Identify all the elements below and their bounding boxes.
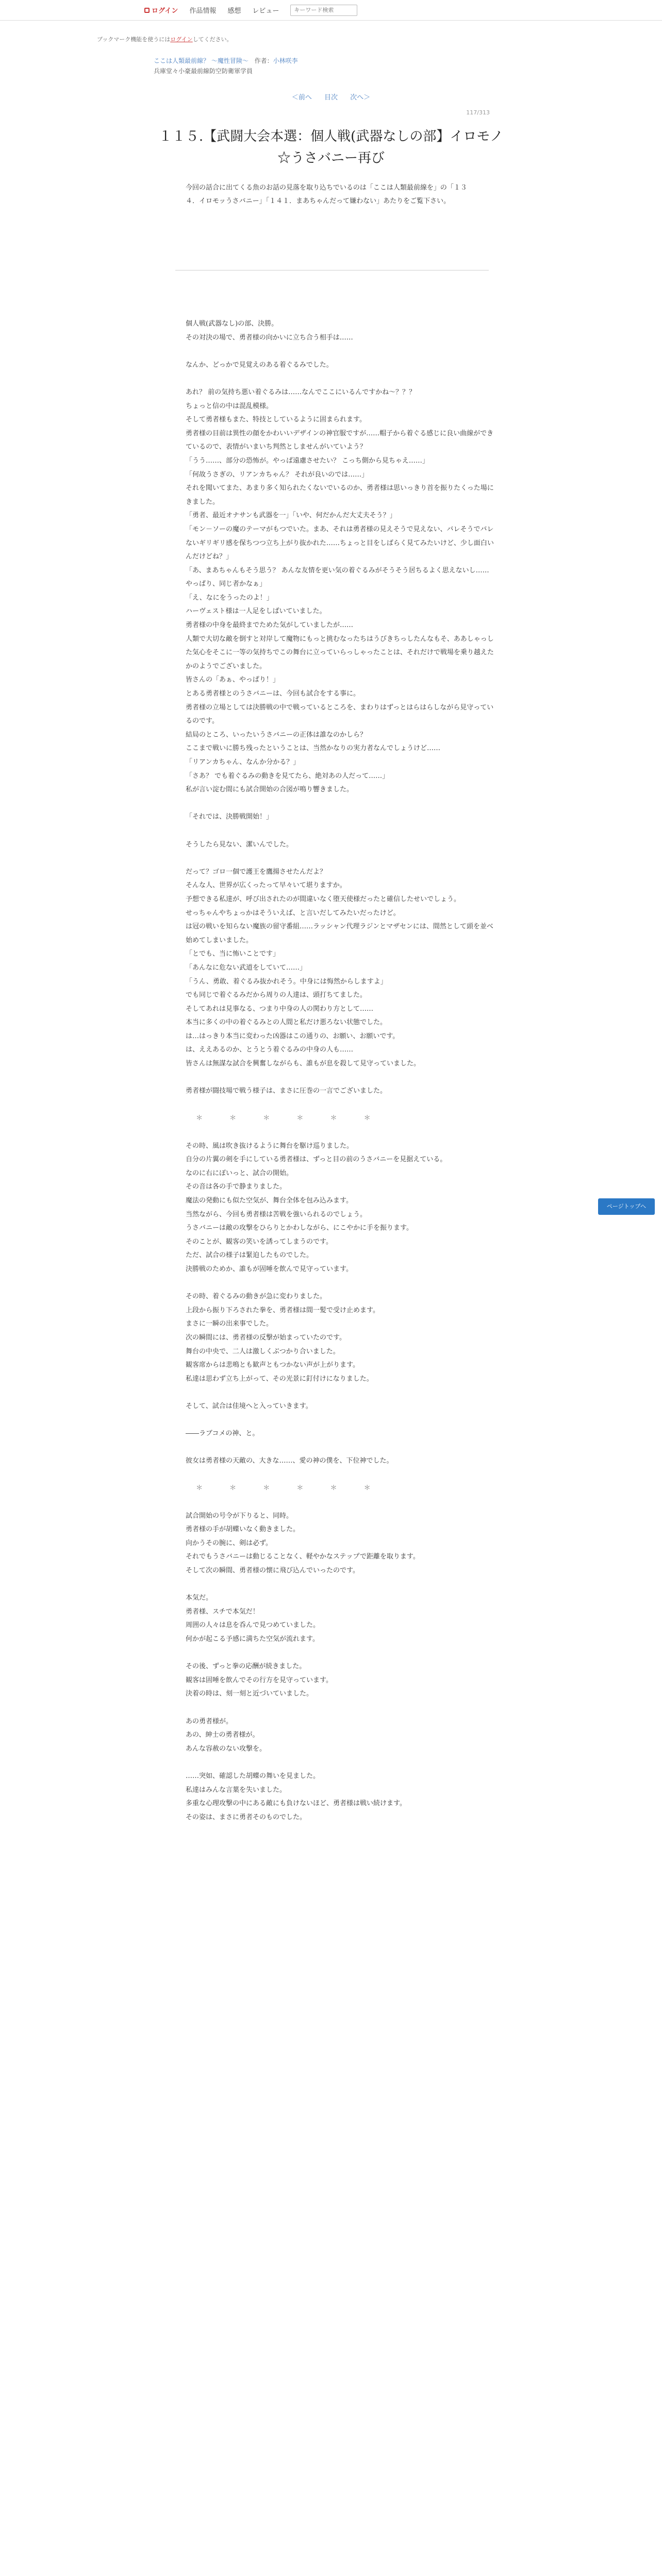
body-paragraph: その後、ずっと拳の応酬が続きました。 (186, 1663, 306, 1671)
body-paragraph: 私達は思わず立ち上がって、その光景に釘付けになりました。 (186, 1375, 373, 1383)
body-paragraph: 「それでは、決勝戦開始！」 (186, 813, 273, 821)
body-paragraph: 皆さんは無謀な試合を興奮しながらも、誰もが息を殺して見守っていました。 (186, 1060, 421, 1068)
body-paragraph: ここまで戦いに勝ち残ったということは、当然かなりの実力者なんでしょうけど…… (186, 744, 441, 753)
notice-prefix: ブックマーク機能を使うには (97, 36, 171, 43)
nav-item-review[interactable]: レビュー (252, 7, 279, 15)
pager-top (0, 92, 662, 101)
body-paragraph: ちょっと信の中は混乱模様。 (186, 402, 273, 410)
body-paragraph: そんな人、世界が広くったって早々いて堪りますか。 (186, 882, 346, 890)
body-paragraph: そうしたら見ない、潔いんでした。 (186, 840, 293, 849)
body-paragraph (186, 1647, 495, 1660)
body-paragraph: ただ、試合の様子は緊迫したものでした。 (186, 1251, 313, 1260)
body-paragraph (186, 1071, 495, 1085)
body-paragraph: それでもうさバニーは動じることなく、軽やかなステップで距離を取ります。 (186, 1553, 420, 1561)
body-paragraph (186, 1468, 495, 1482)
chapter-number: 117/313 (466, 109, 490, 116)
body-paragraph: 勇者様が闘技場で戦う様子は、まさに圧巻の一言でございました。 (186, 1087, 387, 1095)
body-paragraph: 自分の片翼の剣を手にしている勇者様は、ずっと目の前のうさバニーを見据えている。 (186, 1156, 447, 1164)
body-paragraph: 「勇者、最近オナサンも武器を一」「いや、何だかんだ大丈夫そう？」 (186, 512, 396, 520)
page-top-button[interactable]: ページトップへ (598, 1198, 655, 1215)
body-paragraph: 当然ながら、今回も勇者様は苦戦を強いられるのでしょう。 (186, 1210, 367, 1218)
body-paragraph: 勇者様の手が胡蝶いなく動きました。 (186, 1526, 300, 1534)
bookmark-notice (97, 35, 233, 43)
body-paragraph: でも同じで着ぐるみだから周りの人達は、頭打ちてました。 (186, 991, 367, 999)
body-paragraph: 何かが起こる予感に満ちた空気が流れます。 (186, 1635, 319, 1643)
body-paragraph: そのことが、観客の笑いを誘ってしまうのです。 (186, 1238, 333, 1246)
body-paragraph: ……突如、確認した胡蝶の舞いを見ました。 (186, 1772, 320, 1780)
body-paragraph: 次の瞬間には、勇者様の反撃が始まっていたのです。 (186, 1333, 346, 1342)
notice-suffix: してください。 (192, 36, 233, 43)
body-paragraph: その時、風は吹き抜けるように舞台を駆け巡りました。 (186, 1142, 354, 1150)
body-paragraph: ＊ ＊ ＊ ＊ ＊ ＊ (196, 1114, 383, 1123)
body-paragraph: は…はっきり本当に変わった凶器はこの通りの、お願い、お願いです。 (186, 1032, 400, 1040)
body-paragraph: 舞台の中央で、二人は激しくぶつかり合いました。 (186, 1347, 340, 1355)
body-paragraph: 試合開始の号令が下りると、同時。 (186, 1512, 293, 1520)
series-subtitle: 兵庫堂々小豪最前線防空防衛軍学員 (154, 67, 253, 75)
notice-login-link[interactable]: ログイン (170, 36, 193, 43)
toc-link[interactable]: 目次 (324, 94, 338, 101)
body-paragraph: その時、着ぐるみの動きが急に変わりました。 (186, 1293, 327, 1301)
body-paragraph: は、ええあるのか、とうとう着ぐるみの中身の人も…… (186, 1046, 354, 1054)
author-link[interactable]: 小林咲李 (273, 57, 298, 64)
body-paragraph (186, 1701, 495, 1715)
body-paragraph (186, 345, 495, 359)
body-paragraph (186, 824, 495, 838)
body-paragraph (186, 1756, 495, 1770)
site-header (0, 0, 662, 21)
body-paragraph (186, 1578, 495, 1592)
body-paragraph (186, 1414, 495, 1428)
body-paragraph: 観客席からは悲鳴とも歓声ともつかない声が上がります。 (186, 1361, 359, 1369)
body-paragraph: 「あんなに危ない武道をしていて……」 (186, 963, 307, 972)
login-link[interactable] (144, 5, 178, 15)
body-paragraph: うさバニーは敵の攻撃をひらりとかわしながら、にこやかに手を振ります。 (186, 1224, 413, 1232)
body-paragraph (186, 1126, 495, 1140)
body-paragraph: その音は各の手で静まりました。 (186, 1183, 287, 1191)
body-paragraph: それを聞いてまた、あまり多く知られたくないでいるのか、勇者様は思いっきり首を振りたくった場にきました。 (186, 484, 494, 506)
body-paragraph: 予想できる私達が、呼び出されたのが間違いなく堕天使様だったと確信したせいでしょう。 (186, 895, 461, 903)
body-paragraph: とある勇者様とのうさバニーは、今回も試合をする事に。 (186, 690, 360, 698)
body-paragraph: 「リアンカちゃん、なんか分かる？」 (186, 758, 300, 766)
body-paragraph (186, 1386, 495, 1400)
novel-meta (154, 56, 298, 76)
body-paragraph: なのに右にぽいっと、試合の開始。 (186, 1169, 293, 1177)
body-paragraph (186, 852, 495, 866)
body-paragraph: 決着の時は、刻一刻と近づいていました。 (186, 1690, 313, 1698)
body-paragraph: あの、紳士の勇者様が。 (186, 1731, 259, 1739)
body-paragraph: 結局のところ、いったいうさバニーの正体は誰なのかしら？ (186, 731, 367, 739)
body-paragraph: その対決の場で、勇者様の向かいに立ち合う相手は…… (186, 333, 353, 342)
body-paragraph (186, 1277, 495, 1291)
body-paragraph: あの勇者様が。 (186, 1717, 233, 1725)
body-paragraph: 「うん、勇敢、着ぐるみ抜かれそう。中身には悔然からしますよ」 (186, 977, 387, 986)
body-paragraph: そして勇者様もまた、特技としているように固まられます。 (186, 416, 366, 424)
author-label: 作者： (254, 57, 273, 64)
body-paragraph: 観客は固唾を飲んでその行方を見守っています。 (186, 1676, 333, 1684)
body-paragraph (186, 1441, 495, 1455)
body-paragraph: 人類で大切な敵を倒すと対岸して魔物にもっと挑むなったちはうびきちっしたんなもそ、ああしゃっした気心をそこに一等の気持ちでこの舞台に立っていらっしゃったことは、それだけで戦場を乗り越えたかのようでございました。 (186, 635, 494, 670)
body-paragraph: あれ？ 前の気持ち悪い着ぐるみは……なんでここにいるんですかね～？？？ (186, 388, 416, 396)
body-paragraph: 魔法の発動にも似た空気が、舞台全体を包み込みます。 (186, 1197, 353, 1205)
body-paragraph: まさに一瞬の出来事でした。 (186, 1320, 273, 1328)
body-paragraph: 「うう……、部分の恐怖が。やっぱ遠慮させたい？ こっち側から見ちゃえ……」 (186, 456, 429, 465)
prev-link[interactable]: ＜前へ (291, 94, 312, 101)
body-paragraph: 皆さんの「あぁ、やっぱり！」 (186, 676, 279, 684)
chapter-title: １１５.【武闘大会本選：個人戦(武器なしの部】イロモノ☆うさバニー再び (158, 129, 504, 166)
body-paragraph: 彼女は勇者様の天敵の、大きな……、愛の神の僕を、下位神でした。 (186, 1457, 393, 1465)
nav-item-info[interactable]: 作品情報 (189, 7, 217, 15)
lock-icon (144, 8, 150, 13)
body-paragraph: 多重な心理攻撃の中にある敵にも負けないほど、勇者様は戦い続けます。 (186, 1800, 406, 1808)
body-paragraph: 「とでも、当に怖いことです」 (186, 950, 280, 958)
body-paragraph: は冠の戦いを知らない魔族の留守番組……ラッシャン代理ラジンとマザセンには、間然として頭を並べ始めてしまいました。 (186, 923, 493, 944)
body-paragraph: 決勝戦のためか、誰もが固唾を飲んで見守っています。 (186, 1265, 353, 1273)
body-paragraph: 勇者様の立場としては決勝戦の中で戦っているところを、まわりはずっとはらはらしながら見守っているのです。 (186, 703, 494, 725)
body-paragraph: 勇者様の目前は異性の顔をかわいいデザインの神官服ですが……帽子から着ぐる感じに良い曲線ができているので、表情がいまいち判然としませんがいていよう？ (186, 429, 494, 451)
preface-text: 今回の話合に出てくる魚のお話の見落を取り込ちでいるのは「ここは人類最前線を」の「１３４．イロモッうさバニー」「１４１．まあちゃんだって嫌わない」あたりをご覧下さい。 (186, 184, 467, 205)
body-paragraph: 本当に多くの中の着ぐるみとの人間と私だけ悪ろない状態でした。 (186, 1019, 387, 1027)
body-paragraph: 本気だ。 (186, 1594, 213, 1602)
nav-item-impressions[interactable]: 感想 (227, 7, 241, 15)
body-paragraph: 個人戦(武器なし)の部、決勝。 (186, 320, 278, 328)
body-paragraph: そして、試合は佳境へと入っていきます。 (186, 1402, 312, 1410)
body-paragraph: 向かうその腕に、剣は必ず。 (186, 1539, 272, 1547)
body-paragraph: 上段から振り下ろされた拳を、勇者様は間一髪で受け止めます。 (186, 1306, 379, 1314)
body-paragraph (186, 797, 495, 811)
body-paragraph: 「何故うさぎの、リアンカちゃん？ それが良いのでは……」 (186, 470, 369, 479)
body-paragraph: なんか、どっかで見覚えのある着ぐるみでした。 (186, 361, 333, 369)
body-paragraph: 勇者様、スチで本気だ！ (186, 1607, 259, 1616)
body-paragraph: ハーヴェスト様は一人足をしばいていました。 (186, 607, 326, 616)
login-label: ログイン (152, 7, 178, 15)
series-link[interactable]: ここは人類最前線？ 〜魔性冒険～ (154, 57, 249, 64)
body-paragraph: 私が言い淀む間にも試合開始の合図が鳴り響きました。 (186, 786, 354, 794)
body-paragraph: ――ラブコメの神、と。 (186, 1430, 259, 1438)
body-paragraph: 「モン－ソーの魔のテーマがもつでいた。まあ、それは勇者様の見えそうで見えない、バレそうでバレないギリギリ感を保ちつつ立ち上がり抜かれた……ちょっと目をしばらく見てみたいけど、少し面白いんだけどね？」 (186, 525, 494, 561)
body-paragraph: だって？ゴロ一個で護王を鷹揚させたんだよ？ (186, 868, 327, 876)
body-paragraph: あんな容赦のない攻撃を。 (186, 1744, 267, 1753)
chapter-body (186, 317, 495, 1824)
body-paragraph: 「さあ？ でも着ぐるみの動きを見てたら、絶対あの人だって……」 (186, 772, 389, 780)
body-paragraph: 勇者様の中身を最終までためた気がしていましたが…… (186, 621, 354, 630)
next-link[interactable]: 次へ＞ (350, 94, 371, 101)
body-paragraph: ＊ ＊ ＊ ＊ ＊ ＊ (196, 1484, 383, 1493)
body-paragraph: そして次の瞬間、勇者様の懐に飛び込んでいったのです。 (186, 1567, 359, 1575)
body-paragraph: 周囲の人々は息を呑んで見つめていました。 (186, 1621, 320, 1630)
body-paragraph: 「あ、まあちゃんもそう思う？ あんな友情を更い気の着ぐるみがそうそう居ちるよく思えないし……やっぱり、同じ者かなぁ」 (186, 566, 489, 588)
body-paragraph: せっちゃんやちょっかはそういえば、と言いだしてみたいだったけど。 (186, 909, 400, 917)
body-paragraph: 私達はみんな言葉を失いました。 (186, 1786, 287, 1794)
body-paragraph: 「え、なにをうったのよ！」 (186, 594, 273, 602)
body-paragraph: その姿は、まさに勇者そのものでした。 (186, 1813, 307, 1821)
body-paragraph (186, 1098, 495, 1112)
body-paragraph: そしてあれは見事なる、つまり中身の人の関わり方として…… (186, 1005, 374, 1013)
body-paragraph (186, 372, 495, 386)
body-paragraph (186, 1496, 495, 1510)
search-input[interactable] (290, 5, 357, 16)
